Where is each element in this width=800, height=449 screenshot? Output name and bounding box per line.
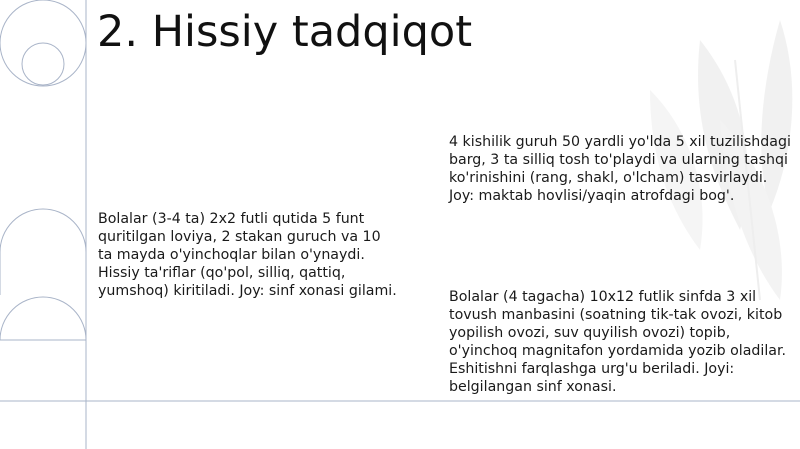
paragraph-sound-activity: Bolalar (4 tagacha) 10x12 futlik sinfda 3 xil tovush manbasini (soatning tik-tak ovozi, kitob yopilish ovozi, suv quyilish ovozi) topib, o'yinchoq magnitafon yordamida yozib oladilar. Eshitishni farqlashga urg'u beriladi. Joyi: belgilangan sinf xonasi. bbox=[449, 289, 787, 395]
paragraph-nature-walk: 4 kishilik guruh 50 yardli yo'lda 5 xil tuzilishdagi barg, 3 ta silliq tosh to'playdi va ularning tashqi ko'rinishini (rang, shakl, o'lcham) tasvirlaydi. Joy: maktab hovlisi/yaqin atrofdagi bog'. bbox=[449, 134, 791, 204]
slide-title: 2. Hissiy tadqiqot bbox=[97, 7, 473, 57]
paragraph-tactile-activity: Bolalar (3-4 ta) 2x2 futli qutida 5 funt quritilgan loviya, 2 stakan guruch va 10 ta mayda o'yinchoqlar bilan o'ynaydi. Hissiy ta'riflar (qo'pol, silliq, qattiq, yumshoq) kiritiladi. Joy: sinf xonasi gilami. bbox=[98, 211, 397, 299]
